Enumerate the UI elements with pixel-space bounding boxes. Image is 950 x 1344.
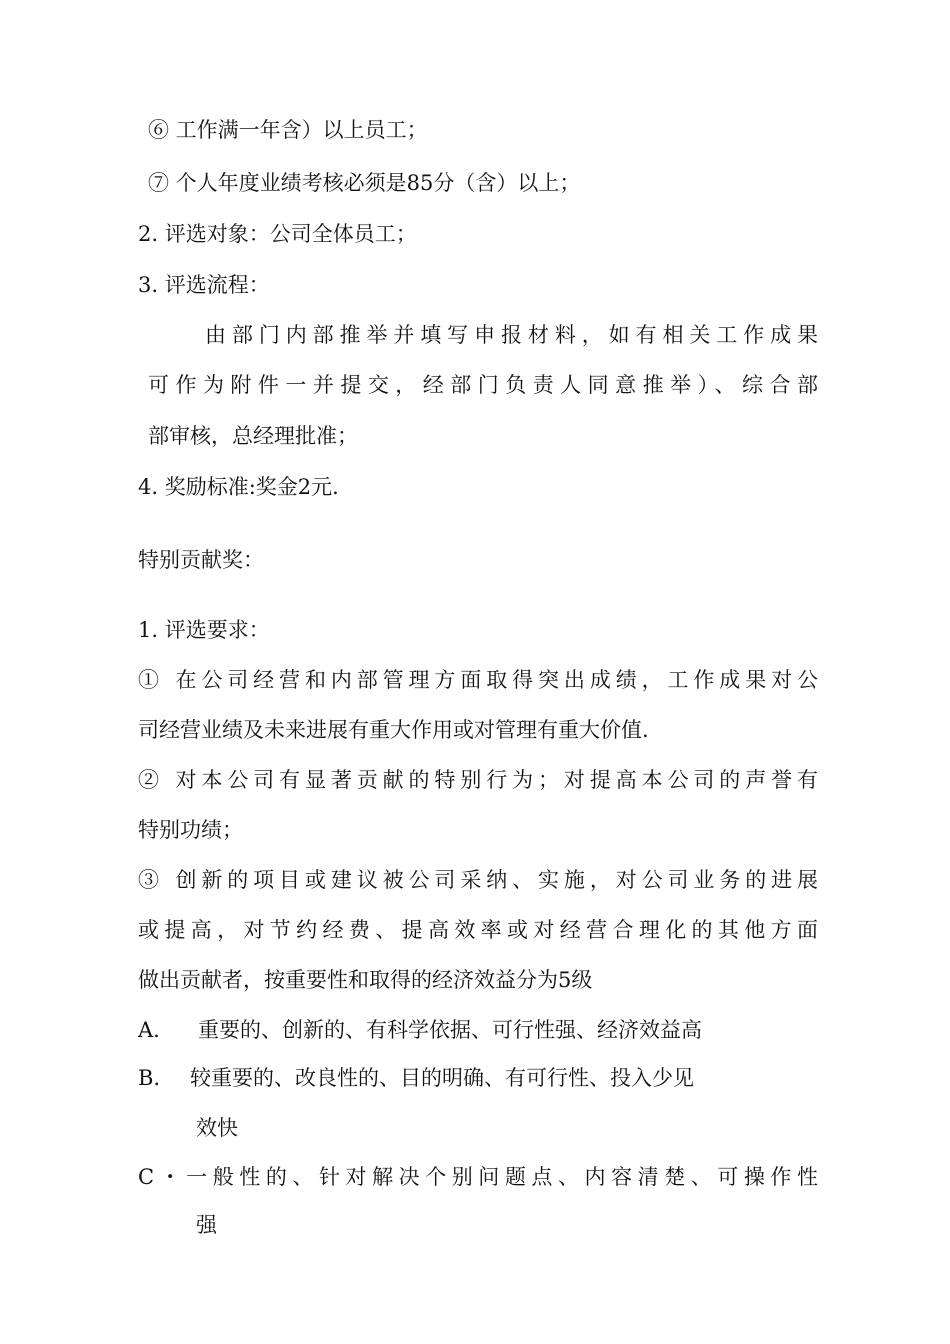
level-b-item bbox=[138, 1063, 818, 1093]
requirement-2-line-1: ② 对本公司有显著贡献的特别行为；对提高本公司的声誉有 bbox=[138, 768, 818, 792]
level-b-marker: B. bbox=[138, 1066, 161, 1090]
level-b-continuation: 效快 bbox=[196, 1116, 238, 1140]
evaluation-requirements-heading: 1. 评选要求： bbox=[138, 618, 270, 642]
level-a-marker: A. bbox=[138, 1018, 160, 1042]
selection-process-heading: 3. 评选流程： bbox=[138, 273, 270, 297]
reward-standard: 4. 奖励标准:奖金2元. bbox=[138, 475, 339, 499]
criteria-item-7: ⑦ 个人年度业绩考核必须是85分（含）以上； bbox=[148, 171, 581, 195]
requirement-1-line-1: ① 在公司经营和内部管理方面取得突出成绩，工作成果对公 bbox=[138, 668, 818, 692]
requirement-3-line-1: ③ 创新的项目或建议被公司采纳、实施，对公司业务的进展 bbox=[138, 868, 818, 892]
level-c-item: C・一般性的、针对解决个别问题点、内容清楚、可操作性 bbox=[138, 1165, 818, 1189]
requirement-1-line-2: 司经营业绩及未来进展有重大作用或对管理有重大价值. bbox=[138, 718, 649, 742]
requirement-2-line-2: 特别功绩； bbox=[138, 818, 243, 842]
section-heading-special-contribution: 特别贡献奖： bbox=[138, 548, 264, 572]
selection-target: 2. 评选对象：公司全体员工； bbox=[138, 222, 417, 246]
level-c-continuation: 强 bbox=[196, 1213, 217, 1237]
requirement-3-line-3: 做出贡献者，按重要性和取得的经济效益分为5级 bbox=[138, 968, 593, 992]
level-a-item bbox=[138, 1015, 818, 1045]
level-b-text: 较重要的、改良性的、目的明确、有可行性、投入少见 bbox=[190, 1066, 694, 1090]
process-paragraph-line-2: 可作为附件一并提交，经部门负责人同意推举）、综合部 bbox=[148, 373, 818, 397]
criteria-item-6: ⑥ 工作满一年含）以上员工； bbox=[148, 118, 428, 142]
requirement-3-line-2: 或提高，对节约经费、提高效率或对经营合理化的其他方面 bbox=[138, 918, 818, 942]
process-paragraph-line-1: 由部门内部推举并填写申报材料，如有相关工作成果 bbox=[205, 323, 818, 347]
level-a-text: 重要的、创新的、有科学依据、可行性强、经济效益高 bbox=[198, 1018, 702, 1042]
process-paragraph-line-3: 部审核，总经理批准； bbox=[148, 424, 358, 448]
